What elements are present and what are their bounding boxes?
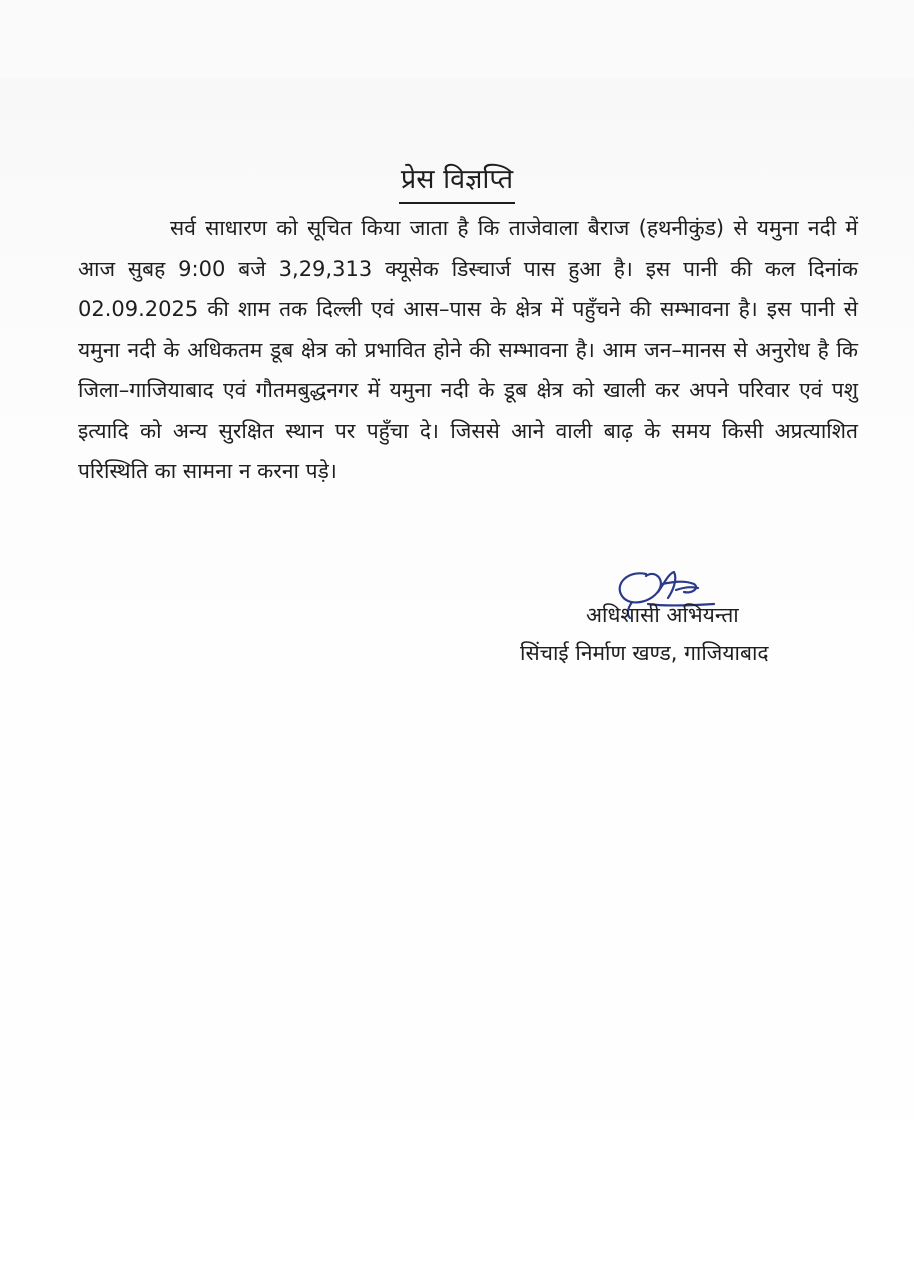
signatory-office: सिंचाई निर्माण खण्ड, गाजियाबाद <box>520 641 769 665</box>
title-text: प्रेस विज्ञप्ति <box>399 160 515 204</box>
body-paragraph: सर्व साधारण को सूचित किया जाता है कि ताजेवाला बैराज (हथनीकुंड) से यमुना नदी में आज सुबह 9:00 बजे 3,29,313 क्यूसेक डिस्चार्ज पास हुआ है। इस पानी की कल दिनांक 02.09.2025 की शाम तक दिल्ली एवं आस–पास के क्षेत्र में पहुँचने की सम्भावना है। इस पानी से यमुना नदी के अधिकतम डूब क्षेत्र को प्रभावित होने की सम्भावना है। आम जन–मानस से अनुरोध है कि जिला–गाजियाबाद एवं गौतमबुद्धनगर में यमुना नदी के डूब क्षेत्र को खाली कर अपने परिवार एवं पशु इत्यादि को अन्य सुरक्षित स्थान पर पहुँचा दे। जिससे आने वाली बाढ़ के समय किसी अप्रत्याशित परिस्थिति का सामना न करना पड़े। <box>78 216 858 483</box>
top-margin <box>0 0 914 78</box>
signatory-designation: अधिशासी अभियन्ता <box>586 603 739 627</box>
document-title <box>0 160 914 204</box>
